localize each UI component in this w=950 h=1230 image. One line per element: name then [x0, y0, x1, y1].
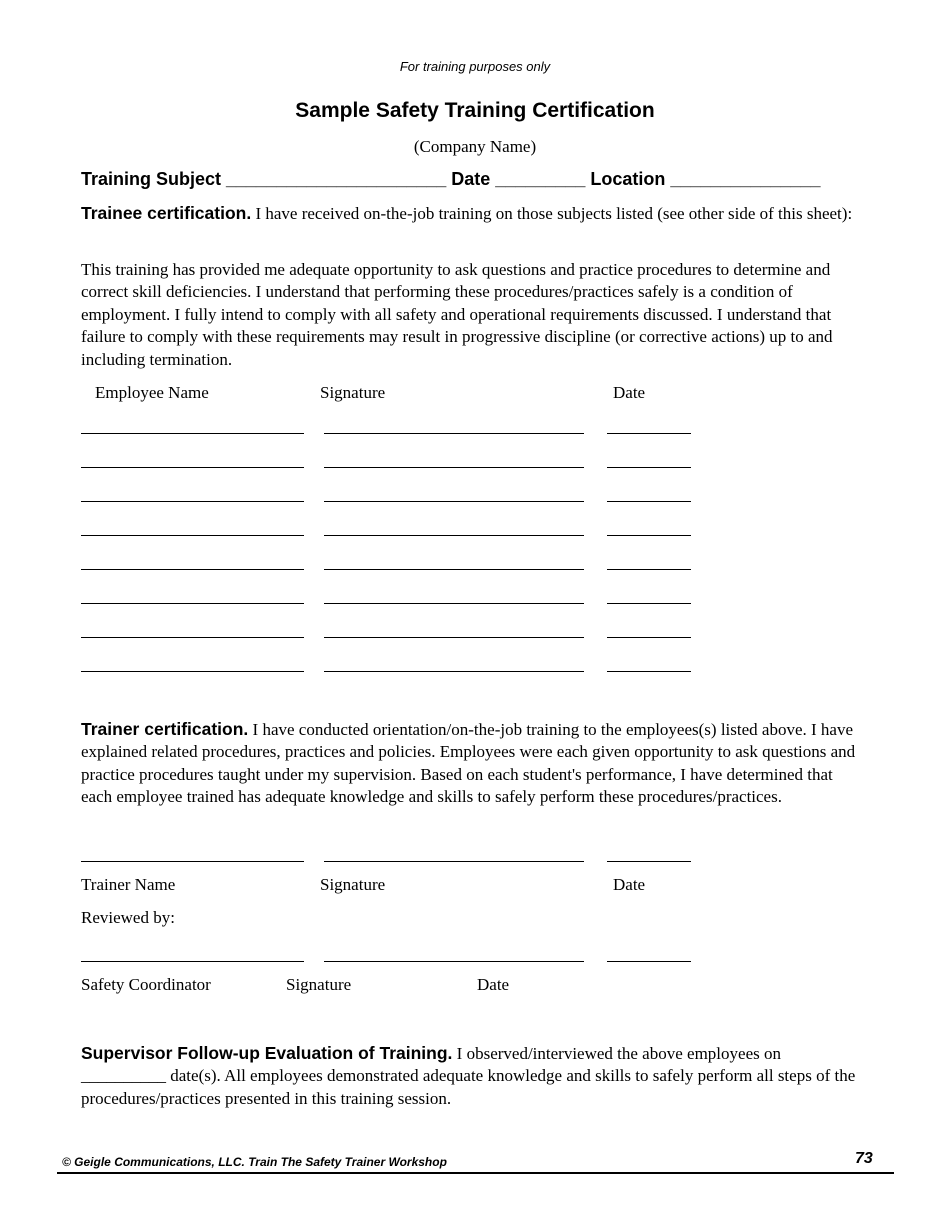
employee-signature-line[interactable]: [324, 433, 584, 434]
trainer-date-label: Date: [613, 875, 646, 894]
page-title: Sample Safety Training Certification: [295, 99, 655, 122]
employee-name-line[interactable]: [81, 671, 304, 672]
employee-signature-line[interactable]: [324, 671, 584, 672]
employee-date-line[interactable]: [607, 535, 691, 536]
employee-signature-line[interactable]: [324, 637, 584, 638]
employee-signature-line[interactable]: [324, 535, 584, 536]
coordinator-signature-label: Signature: [286, 975, 352, 994]
coordinator-date-line[interactable]: [607, 961, 691, 962]
coordinator-name-line[interactable]: [81, 961, 304, 962]
employee-name-line[interactable]: [81, 535, 304, 536]
employee-date-line[interactable]: [607, 467, 691, 468]
employee-name-line[interactable]: [81, 467, 304, 468]
employee-date-line[interactable]: [607, 637, 691, 638]
supervisor-evaluation-heading: Supervisor Follow-up Evaluation of Training.: [81, 1043, 453, 1063]
trainer-name-label: Trainer Name: [81, 875, 176, 894]
employee-signature-line[interactable]: [324, 569, 584, 570]
trainer-signature-line[interactable]: [324, 861, 584, 862]
employee-name-line[interactable]: [81, 603, 304, 604]
page-number: 73: [855, 1150, 873, 1167]
trainer-date-line[interactable]: [607, 861, 691, 862]
trainer-signature-label: Signature: [320, 875, 386, 894]
employee-name-header: Employee Name: [95, 383, 209, 402]
trainer-name-line[interactable]: [81, 861, 304, 862]
employee-name-line[interactable]: [81, 637, 304, 638]
employee-date-line[interactable]: [607, 501, 691, 502]
employee-name-line[interactable]: [81, 501, 304, 502]
employee-name-line[interactable]: [81, 569, 304, 570]
footer-divider: [57, 1172, 894, 1174]
safety-coordinator-label: Safety Coordinator: [81, 975, 211, 994]
trainee-certification-intro: [81, 202, 871, 225]
trainee-certification-paragraph: This training has provided me adequate opportunity to ask questions and practice procedures to determine and correct skill deficiencies. I understand that performing these procedures/practices safely is a condition of employment. I fully intend to comply with all safety and operational requirements discussed. I understand that failure to comply with these requirements may result in progressive discipline (or corrective actions) up to and including termination.: [81, 260, 833, 369]
employee-signature-line[interactable]: [324, 467, 584, 468]
employee-name-line[interactable]: [81, 433, 304, 434]
employee-signature-line[interactable]: [324, 603, 584, 604]
employee-date-line[interactable]: [607, 603, 691, 604]
trainee-certification-text: I have received on-the-job training on those subjects listed (see other side of this sheet):: [255, 204, 853, 223]
training-fields-line: Training Subject ______________________ Date _________ Location _______________: [81, 169, 821, 189]
coordinator-signature-line[interactable]: [324, 961, 584, 962]
employee-signature-header: Signature: [320, 383, 386, 402]
trainer-certification-heading: Trainer certification.: [81, 719, 249, 739]
coordinator-date-label: Date: [477, 975, 510, 994]
reviewed-by-label: Reviewed by:: [81, 908, 175, 927]
employee-date-line[interactable]: [607, 671, 691, 672]
trainee-certification-heading: Trainee certification.: [81, 203, 252, 223]
header-note: For training purposes only: [399, 59, 551, 74]
trainer-certification: [81, 718, 866, 809]
trainer-certification-text: I have conducted orientation/on-the-job training to the employees(s) listed above. I have explained related procedures, practices and policies. Employees were each given opportunity to ask questions and practice procedures taught under my supervision. Based on each student's performance, I have determined that each employee trained has adequate knowledge and skills to safely perform these procedures/practices.: [81, 720, 856, 807]
employee-date-line[interactable]: [607, 433, 691, 434]
supervisor-evaluation-text: I observed/interviewed the above employees on __________ date(s). All employees demonstrated adequate knowledge and skills to safely perform all steps of the procedures/practices presented in this training session.: [81, 1044, 856, 1108]
supervisor-evaluation: [81, 1042, 866, 1110]
company-name: (Company Name): [413, 137, 537, 156]
employee-signature-line[interactable]: [324, 501, 584, 502]
employee-date-header: Date: [613, 383, 646, 402]
footer-copyright: © Geigle Communications, LLC. Train The Safety Trainer Workshop: [62, 1155, 447, 1169]
employee-date-line[interactable]: [607, 569, 691, 570]
